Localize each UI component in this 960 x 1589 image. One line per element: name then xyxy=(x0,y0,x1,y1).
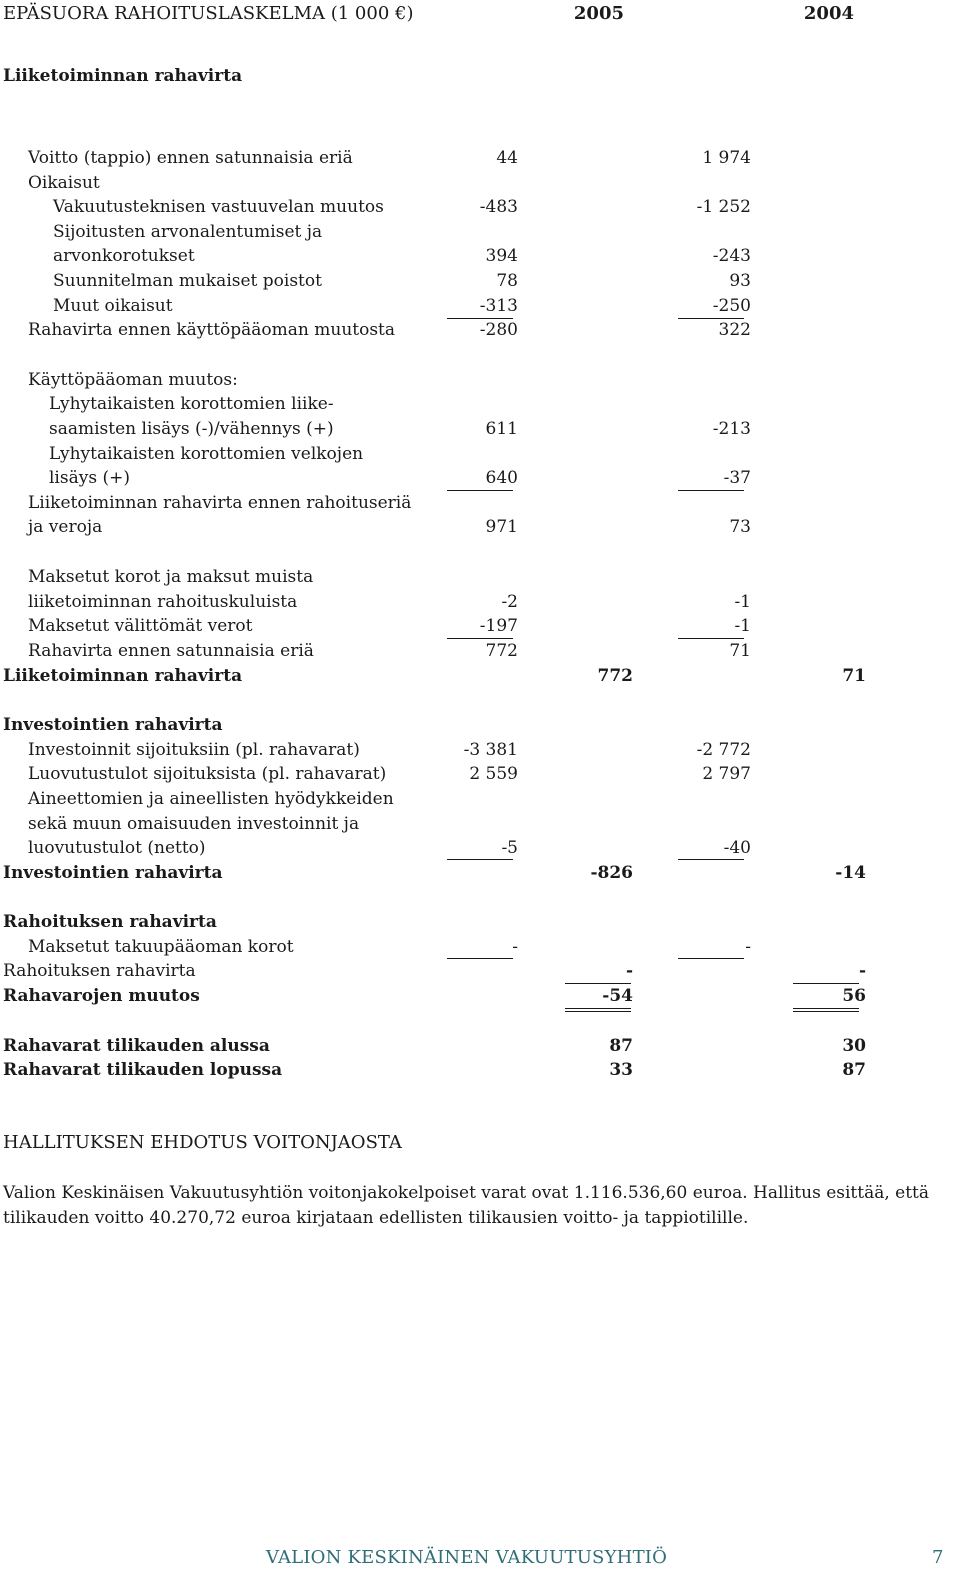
page-number: 7 xyxy=(932,1547,944,1568)
value-2005: -197 xyxy=(479,616,518,636)
value-2004: -1 xyxy=(734,616,751,636)
subtotal-rule xyxy=(447,859,513,860)
subtotal-rule xyxy=(678,958,744,959)
total-rule xyxy=(793,983,859,984)
value-2004: -213 xyxy=(712,419,751,439)
total-2005: 87 xyxy=(609,1036,633,1056)
row-label: Rahoituksen rahavirta xyxy=(3,961,196,981)
year-2005-header: 2005 xyxy=(573,3,624,24)
section-operating-heading: Liiketoiminnan rahavirta xyxy=(3,66,243,86)
section-investing-total-label: Investointien rahavirta xyxy=(3,863,223,883)
row-label: Rahavirta ennen käyttöpääoman muutosta xyxy=(28,320,396,340)
value-2005: 640 xyxy=(485,468,518,488)
total-2005: 33 xyxy=(609,1060,633,1080)
value-2004: -37 xyxy=(723,468,751,488)
section-investing-heading: Investointien rahavirta xyxy=(3,715,223,735)
row-label: Investoinnit sijoituksiin (pl. rahavarat) xyxy=(28,740,360,760)
row-label: Maksetut takuupääoman korot xyxy=(28,937,294,957)
total-2005: -54 xyxy=(602,986,633,1006)
subtotal-rule xyxy=(447,638,513,639)
double-rule xyxy=(793,1008,859,1012)
row-label: arvonkorotukset xyxy=(53,246,195,266)
value-2005: -5 xyxy=(501,838,518,858)
row-label: Muut oikaisut xyxy=(53,296,173,316)
value-2004: -243 xyxy=(712,246,751,266)
value-2005: -280 xyxy=(479,320,518,340)
cash-start-label: Rahavarat tilikauden alussa xyxy=(3,1036,270,1056)
year-2004-header: 2004 xyxy=(803,3,854,24)
value-2005: 78 xyxy=(496,271,518,291)
value-2005: 44 xyxy=(496,148,518,168)
row-label: Liiketoiminnan rahavirta ennen rahoituseriä xyxy=(28,493,412,513)
total-2004: 87 xyxy=(842,1060,866,1080)
cash-change-label: Rahavarojen muutos xyxy=(3,986,200,1006)
row-label: Aineettomien ja aineellisten hyödykkeiden xyxy=(28,789,394,809)
row-label: sekä muun omaisuuden investoinnit ja xyxy=(28,814,360,834)
subtotal-rule xyxy=(678,859,744,860)
row-label: Maksetut korot ja maksut muista xyxy=(28,567,314,587)
row-label: Luovutustulot sijoituksista (pl. rahavarat) xyxy=(28,764,387,784)
value-2005: 971 xyxy=(485,517,518,537)
row-label: luovutustulot (netto) xyxy=(28,838,206,858)
subtotal-rule xyxy=(678,318,744,319)
total-2004: 71 xyxy=(842,666,866,686)
total-2005: 772 xyxy=(597,666,633,686)
cash-end-label: Rahavarat tilikauden lopussa xyxy=(3,1060,283,1080)
subtotal-rule xyxy=(678,638,744,639)
row-label: Maksetut välittömät verot xyxy=(28,616,253,636)
row-label: Käyttöpääoman muutos: xyxy=(28,370,238,390)
value-2004: -1 xyxy=(734,592,751,612)
subtotal-rule xyxy=(447,490,513,491)
row-label: Rahavirta ennen satunnaisia eriä xyxy=(28,641,314,661)
double-rule xyxy=(565,1008,631,1012)
row-label: Lyhytaikaisten korottomien velkojen xyxy=(49,444,364,464)
proposal-title: HALLITUKSEN EHDOTUS VOITONJAOSTA xyxy=(3,1132,402,1153)
value-2005: 394 xyxy=(485,246,518,266)
value-2004: 73 xyxy=(729,517,751,537)
row-label: ja veroja xyxy=(28,517,103,537)
row-label: Vakuutusteknisen vastuuvelan muutos xyxy=(53,197,384,217)
row-label: Oikaisut xyxy=(28,173,100,193)
value-2005: 611 xyxy=(485,419,518,439)
row-label: Sijoitusten arvonalentumiset ja xyxy=(53,222,323,242)
subtotal-rule xyxy=(447,318,513,319)
value-2005: 772 xyxy=(485,641,518,661)
value-2004: 93 xyxy=(729,271,751,291)
total-2004: -14 xyxy=(835,863,866,883)
row-label: lisäys (+) xyxy=(49,468,130,488)
section-financing-heading: Rahoituksen rahavirta xyxy=(3,912,217,932)
total-2004: - xyxy=(858,961,866,981)
row-label: Voitto (tappio) ennen satunnaisia eriä xyxy=(28,148,353,168)
total-2004: 30 xyxy=(842,1036,866,1056)
value-2004: -250 xyxy=(712,296,751,316)
value-2004: -40 xyxy=(723,838,751,858)
footer-company: VALION KESKINÄINEN VAKUUTUSYHTIÖ xyxy=(266,1547,668,1568)
total-2004: 56 xyxy=(842,986,866,1006)
value-2004: 1 974 xyxy=(702,148,751,168)
value-2004: 322 xyxy=(718,320,751,340)
value-2004: - xyxy=(745,937,751,957)
subtotal-rule xyxy=(447,958,513,959)
value-2004: 2 797 xyxy=(702,764,751,784)
value-2005: -313 xyxy=(479,296,518,316)
value-2004: -1 252 xyxy=(696,197,751,217)
value-2005: 2 559 xyxy=(469,764,518,784)
total-2005: -826 xyxy=(590,863,633,883)
row-label: saamisten lisäys (-)/vähennys (+) xyxy=(49,419,334,439)
value-2004: 71 xyxy=(729,641,751,661)
row-label: Lyhytaikaisten korottomien liike- xyxy=(49,394,334,414)
value-2005: -2 xyxy=(501,592,518,612)
total-2005: - xyxy=(625,961,633,981)
proposal-text: Valion Keskinäisen Vakuutusyhtiön voitonjakokelpoiset varat ovat 1.116.536,60 euroa. Hallitus esittää, että tilikauden voitto 40.270,72 euroa kirjataan edellisten tilikausien voitto- ja tappiotilille. xyxy=(3,1183,930,1228)
value-2005: -483 xyxy=(479,197,518,217)
subtotal-rule xyxy=(678,490,744,491)
value-2005: -3 381 xyxy=(463,740,518,760)
total-rule xyxy=(565,983,631,984)
row-label: liiketoiminnan rahoituskuluista xyxy=(28,592,298,612)
statement-title: EPÄSUORA RAHOITUSLASKELMA (1 000 €) xyxy=(3,3,414,24)
value-2005: - xyxy=(512,937,518,957)
row-label: Suunnitelman mukaiset poistot xyxy=(53,271,322,291)
section-operating-total-label: Liiketoiminnan rahavirta xyxy=(3,666,243,686)
value-2004: -2 772 xyxy=(696,740,751,760)
